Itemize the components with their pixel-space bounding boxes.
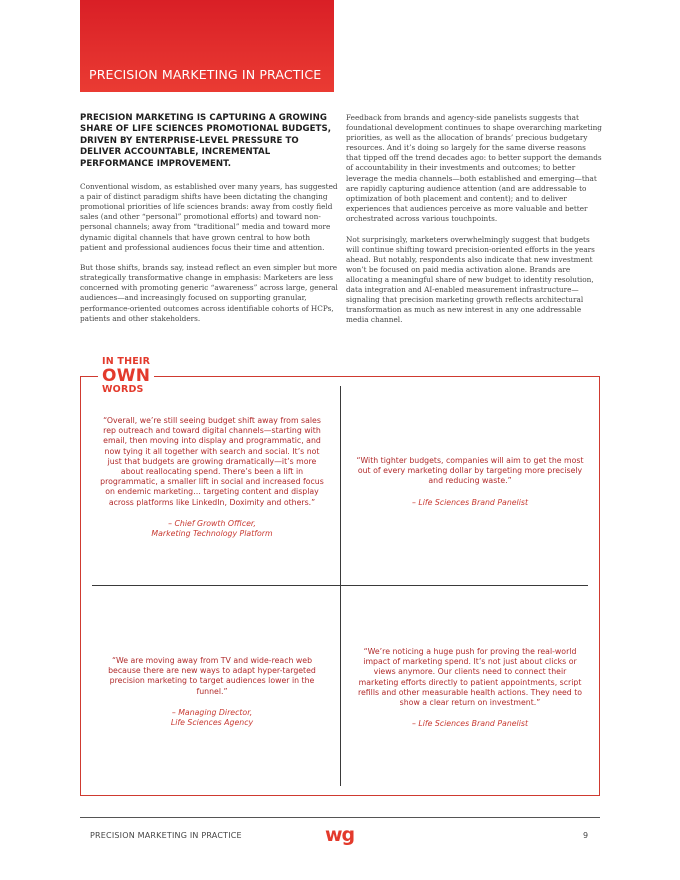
quote-attribution xyxy=(356,498,584,508)
body-paragraph: Conventional wisdom, as established over many years, has suggested a pair of distinct paradigm shifts have been dictating the changing promotional priorities of life sciences brands: away from costly field sales (and other “personal” promotional efforts) and toward non-personal channels; away from “traditional” media and toward more dynamic digital channels that have grown central to how both patient and professional audiences focus their time and attention. xyxy=(80,182,338,252)
page-title: PRECISION MARKETING IN PRACTICE xyxy=(89,67,322,82)
in-their-own-words-label xyxy=(98,357,154,394)
body-paragraph: Not surprisingly, marketers overwhelmingly suggest that budgets will continue shifting toward precision-oriented efforts in the years ahead. But notably, respondents also indicate that new investment won’t be focused on paid media activation alone. Brands are allocating a meaningful share of new budget to identity resolution, data integration and AI-enabled measurement infrastructure—signaling that precision marketing growth reflects architectural transformation as much as new interest in any one addressable media channel. xyxy=(346,234,595,325)
lead-paragraph: PRECISION MARKETING IS CAPTURING A GROWING SHARE OF LIFE SCIENCES PROMOTIONAL BUDGETS, DRIVEN BY ENTERPRISE-LEVEL PRESSURE TO DELIVER ACCOUNTABLE, INCREMENTAL PERFORMANCE IMPROVEMENT. xyxy=(80,113,332,169)
header-banner xyxy=(80,0,334,92)
quote-attribution xyxy=(100,519,324,539)
quote-block xyxy=(356,456,584,508)
quote-block xyxy=(100,656,324,728)
quote-block xyxy=(356,647,584,729)
attribution-line: – Managing Director, xyxy=(171,707,253,717)
quote-divider-vertical xyxy=(340,386,341,786)
body-paragraph: Feedback from brands and agency-side panelists suggests that foundational development continues to shape overarching marketing priorities, as well as the allocation of brands’ precious budgetary resources. And it’s doing so largely for the same diverse reasons that tipped off the trend decades ago: to better support the demands of accountability in their investments and outcomes; to better leverage the media channels—both established and emerging—that are rapidly capturing audience attention (and are addressable to optimization of both placement and content); and to deliver experiences that audiences perceive as more valuable and better orchestrated across various touchpoints. xyxy=(346,113,602,223)
page-number: 9 xyxy=(583,831,589,840)
quote-divider-horizontal xyxy=(92,585,588,586)
label-line: IN THEIR xyxy=(102,356,151,367)
attribution-line: Marketing Technology Platform xyxy=(151,529,273,539)
right-column xyxy=(346,113,602,336)
attribution-line: – Life Sciences Brand Panelist xyxy=(411,719,529,729)
footer-rule xyxy=(80,817,600,818)
quote-attribution xyxy=(356,719,584,729)
label-line: OWN xyxy=(102,365,151,386)
attribution-line: – Life Sciences Brand Panelist xyxy=(411,497,529,507)
quote-text: “Overall, we’re still seeing budget shift away from sales rep outreach and toward digital channels—starting with email, then moving into display and programmatic, and now tying it all together with search and social. It’s not just that budgets are growing dramatically—it’s more about reallocating spend. There’s been a lift in programmatic, a smaller lift in social and increased focus on endemic marketing… targeting content and display across platforms like LinkedIn, Doximity and others.” xyxy=(100,416,324,507)
wg-logo: wg xyxy=(325,824,355,846)
body-paragraph: But those shifts, brands say, instead reflect an even simpler but more strategically transformative change in emphasis: Marketers are less concerned with promoting generic “awareness” across large, general audiences—and increasingly focused on supporting granular, performance-oriented outcomes across identifiable cohorts of HCPs, patients and other stakeholders. xyxy=(80,263,338,323)
quote-block xyxy=(100,416,324,539)
quote-text: “We are moving away from TV and wide-reach web because there are new ways to adapt hyper-targeted precision marketing to target audiences lower in the funnel.” xyxy=(108,656,316,696)
quote-text: “We’re noticing a huge push for proving the real-world impact of marketing spend. It’s not just about clicks or views anymore. Our clients need to connect their marketing efforts directly to patient appointments, script refills and other measurable health actions. They need to show a clear return on investment.” xyxy=(357,647,583,708)
attribution-line: Life Sciences Agency xyxy=(170,718,254,728)
attribution-line: – Chief Growth Officer, xyxy=(168,518,256,528)
quote-text: “With tighter budgets, companies will aim to get the most out of every marketing dollar by targeting more precisely and reducing waste.” xyxy=(356,456,584,486)
label-line: WORDS xyxy=(102,383,144,395)
quote-attribution xyxy=(100,708,324,728)
footer-title: PRECISION MARKETING IN PRACTICE xyxy=(90,831,242,840)
left-column xyxy=(80,113,338,334)
